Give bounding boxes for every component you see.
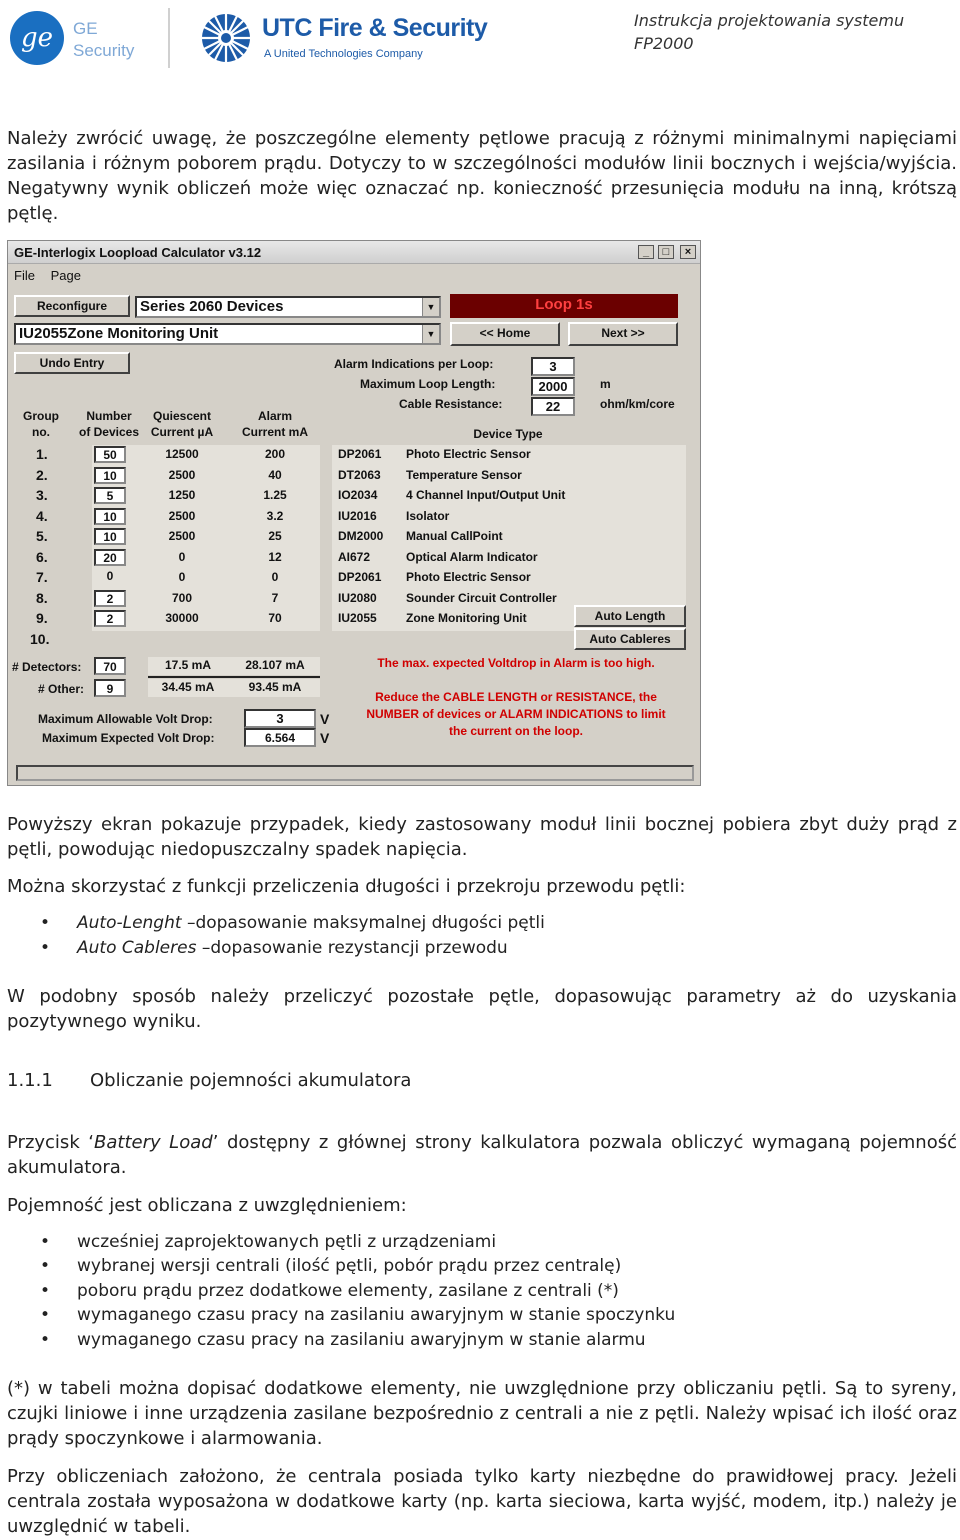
alarm-value: 25 bbox=[268, 529, 282, 543]
para-battery-post: ’ dostępny z głównej strony kalkulatora pozwala obliczyć wymaganą pojemność akumulatora. bbox=[7, 1132, 958, 1178]
quiescent-value: 30000 bbox=[165, 611, 199, 625]
device-count-input[interactable]: 10 bbox=[94, 467, 126, 484]
para-final: Przy obliczeniach założono, że centrala posiada tylko karty niezbędne do prawidłowej pracy. Jeżeli centrala została wyposażona w dodatkowe karty (np. karta sieciowa, karta wyjść, modem, itp.) należy je uwzględnić w tabeli. bbox=[7, 1466, 957, 1537]
bullet-icon: • bbox=[40, 1281, 51, 1301]
col-header-device-type: Device Type bbox=[473, 427, 543, 441]
alarm-indications-label: Alarm Indications per Loop: bbox=[334, 357, 494, 371]
battery-load-term: Battery Load bbox=[94, 1132, 213, 1153]
volt-unit: V bbox=[320, 730, 330, 746]
ge-wordmark-line1: GE bbox=[73, 19, 98, 38]
bullet-icon: • bbox=[40, 1305, 51, 1325]
row-number: 6. bbox=[36, 549, 48, 565]
auto-cableres-button[interactable]: Auto Cableres bbox=[574, 628, 686, 650]
loop-banner: Loop 1s bbox=[450, 294, 678, 318]
device-code: IO2034 bbox=[338, 488, 378, 502]
minimize-icon[interactable]: _ bbox=[638, 245, 654, 259]
list-item-text: wybranej wersji centrali (ilość pętli, pobór prądu przez centralę) bbox=[77, 1256, 622, 1276]
quiescent-value: 700 bbox=[171, 591, 193, 605]
other-alarm-total: 93.45 mA bbox=[248, 680, 302, 694]
para-capacity: Pojemność jest obliczana z uwzględnieniem: bbox=[7, 1195, 407, 1216]
table-row bbox=[8, 548, 688, 568]
maximize-icon[interactable]: □ bbox=[658, 245, 674, 259]
next-button[interactable]: Next >> bbox=[568, 322, 678, 346]
alarm-value: 200 bbox=[264, 447, 286, 461]
row-number: 7. bbox=[36, 569, 48, 585]
section-title: Obliczanie pojemności akumulatora bbox=[90, 1070, 412, 1091]
device-code: DM2000 bbox=[338, 529, 384, 543]
device-code: DP2061 bbox=[338, 570, 382, 584]
bullet-icon: • bbox=[40, 938, 51, 958]
table-row bbox=[8, 486, 688, 506]
list-item-text bbox=[77, 911, 545, 936]
list-item-desc: –dopasowanie maksymalnej długości pętli bbox=[181, 913, 545, 933]
col-header-quiescent: Quiescent Current µA bbox=[150, 409, 214, 439]
utc-subtitle: A United Technologies Company bbox=[264, 48, 423, 60]
row-number: 9. bbox=[36, 610, 48, 626]
device-name: Sounder Circuit Controller bbox=[406, 591, 557, 605]
max-allowable-volt-drop-input[interactable]: 3 bbox=[244, 709, 316, 728]
quiescent-value: 0 bbox=[178, 570, 186, 584]
col-header-group: Group no. bbox=[23, 409, 59, 439]
reduce-warning-line3: the current on the loop. bbox=[449, 724, 583, 738]
device-name: Isolator bbox=[406, 509, 450, 523]
quiescent-value: 12500 bbox=[165, 447, 199, 461]
list-item-term: Auto Cableres bbox=[77, 938, 197, 958]
device-code: IU2080 bbox=[338, 591, 377, 605]
quiescent-value: 2500 bbox=[168, 529, 196, 543]
device-name: Manual CallPoint bbox=[406, 529, 503, 543]
alarm-value: 0 bbox=[271, 570, 279, 584]
para-battery bbox=[7, 1130, 957, 1180]
bullet-icon: • bbox=[40, 913, 51, 933]
row-number: 1. bbox=[36, 446, 48, 462]
device-code: IU2016 bbox=[338, 509, 377, 523]
max-loop-length-unit: m bbox=[600, 377, 611, 391]
max-expected-volt-drop-label: Maximum Expected Volt Drop: bbox=[42, 731, 215, 745]
col-header-alarm: Alarm Current mA bbox=[241, 409, 308, 439]
document-title bbox=[634, 9, 904, 55]
detectors-quiescent-total: 17.5 mA bbox=[164, 658, 212, 672]
device-code: IU2055 bbox=[338, 611, 377, 625]
device-select-value: IU2055Zone Monitoring Unit bbox=[19, 325, 219, 342]
bullet-icon: • bbox=[40, 1330, 51, 1350]
col-header-number: Number of Devices bbox=[78, 409, 140, 439]
row-number: 4. bbox=[36, 508, 48, 524]
max-loop-length-input[interactable]: 2000 bbox=[531, 377, 575, 396]
quiescent-value: 1250 bbox=[168, 488, 196, 502]
window-titlebar bbox=[8, 241, 700, 264]
voltdrop-warning: The max. expected Voltdrop in Alarm is too high. bbox=[377, 656, 655, 670]
quiescent-value: 0 bbox=[178, 550, 186, 564]
other-quiescent-total: 34.45 mA bbox=[161, 680, 215, 694]
table-row bbox=[8, 445, 688, 465]
menu-bar bbox=[14, 268, 81, 283]
list-item-desc: –dopasowanie rezystancji przewodu bbox=[196, 938, 508, 958]
bullet-icon: • bbox=[40, 1256, 51, 1276]
menu-page[interactable]: Page bbox=[50, 268, 81, 283]
max-expected-volt-drop-value: 6.564 bbox=[244, 728, 316, 747]
alarm-value: 1.25 bbox=[263, 488, 287, 502]
list-item-text bbox=[77, 936, 508, 961]
list-item-text: poboru prądu przez dodatkowe elementy, zasilane z centrali (*) bbox=[77, 1281, 619, 1301]
reduce-warning-line2: NUMBER of devices or ALARM INDICATIONS to limit bbox=[366, 707, 666, 721]
row-number: 5. bbox=[36, 528, 48, 544]
quiescent-value: 2500 bbox=[168, 509, 196, 523]
device-count-input[interactable]: 50 bbox=[94, 446, 126, 463]
row-number: 10. bbox=[30, 631, 50, 647]
alarm-value: 3.2 bbox=[266, 509, 284, 523]
row-number: 3. bbox=[36, 487, 48, 503]
volt-unit: V bbox=[320, 711, 330, 727]
list-item-text: wymaganego czasu pracy na zasilaniu awaryjnym w stanie alarmu bbox=[77, 1330, 646, 1350]
device-count-input[interactable]: 2 bbox=[94, 610, 126, 627]
para-after-screen: Powyższy ekran pokazuje przypadek, kiedy zastosowany moduł linii bocznej pobiera zbyt duży prąd z pętli, powodując niedopuszczalny spadek napięcia. bbox=[7, 814, 957, 860]
close-icon[interactable]: × bbox=[680, 245, 696, 259]
device-code: DT2063 bbox=[338, 468, 381, 482]
device-count-value: 0 bbox=[94, 569, 126, 586]
device-name: Temperature Sensor bbox=[406, 468, 522, 482]
ge-wordmark-line2: Security bbox=[73, 41, 135, 60]
other-count: 9 bbox=[94, 679, 126, 697]
row-number: 8. bbox=[36, 590, 48, 606]
cable-resistance-unit: ohm/km/core bbox=[600, 397, 675, 411]
undo-entry-button[interactable]: Undo Entry bbox=[14, 352, 130, 374]
device-count-input[interactable]: 10 bbox=[94, 528, 126, 545]
utc-globe-logo bbox=[200, 12, 252, 64]
other-label: # Other: bbox=[38, 682, 85, 696]
ge-logo: ge bbox=[10, 11, 64, 65]
list-item-term: Auto-Lenght bbox=[77, 913, 182, 933]
para-functions: Można skorzystać z funkcji przeliczenia długości i przekroju przewodu pętli: bbox=[7, 876, 686, 897]
device-name: Optical Alarm Indicator bbox=[406, 550, 538, 564]
alarm-value: 7 bbox=[271, 591, 279, 605]
status-bar bbox=[16, 765, 694, 781]
row-number: 2. bbox=[36, 467, 48, 483]
alarm-value: 40 bbox=[268, 468, 282, 482]
device-name: 4 Channel Input/Output Unit bbox=[406, 488, 566, 502]
window-title: GE-Interlogix Loopload Calculator v3.12 bbox=[14, 245, 262, 260]
device-count-input[interactable]: 2 bbox=[94, 590, 126, 607]
list-item-text: wcześniej zaprojektowanych pętli z urządzeniami bbox=[77, 1232, 497, 1252]
menu-file[interactable]: File bbox=[14, 268, 35, 283]
device-count-input[interactable]: 20 bbox=[94, 549, 126, 566]
table-row bbox=[8, 466, 688, 486]
device-name: Zone Monitoring Unit bbox=[406, 611, 527, 625]
home-button[interactable]: << Home bbox=[450, 322, 560, 346]
device-name: Photo Electric Sensor bbox=[406, 570, 531, 584]
detectors-alarm-total: 28.107 mA bbox=[245, 658, 305, 672]
device-code: DP2061 bbox=[338, 447, 382, 461]
section-number: 1.1.1 bbox=[7, 1070, 53, 1091]
document-title-line1: Instrukcja projektowania systemu bbox=[634, 11, 905, 30]
detectors-count: 70 bbox=[94, 657, 126, 675]
detectors-label: # Detectors: bbox=[12, 660, 82, 674]
table-row bbox=[8, 568, 688, 588]
totals-divider bbox=[148, 676, 320, 678]
device-name: Photo Electric Sensor bbox=[406, 447, 531, 461]
para-similar: W podobny sposób należy przeliczyć pozostałe pętle, dopasowując parametry aż do uzyskania pozytywnego wyniku. bbox=[7, 986, 957, 1032]
para-battery-pre: Przycisk ‘ bbox=[7, 1132, 95, 1153]
alarm-value: 12 bbox=[268, 550, 282, 564]
header-divider bbox=[168, 8, 170, 68]
utc-title: UTC Fire & Security bbox=[262, 14, 488, 42]
ge-security-wordmark bbox=[73, 18, 134, 62]
quiescent-value: 2500 bbox=[168, 468, 196, 482]
device-count-input[interactable]: 10 bbox=[94, 508, 126, 525]
list-item-text: wymaganego czasu pracy na zasilaniu awaryjnym w stanie spoczynku bbox=[77, 1305, 676, 1325]
alarm-value: 70 bbox=[268, 611, 282, 625]
device-count-input[interactable]: 5 bbox=[94, 487, 126, 504]
chevron-down-icon[interactable]: ▼ bbox=[422, 325, 439, 343]
device-code: AI672 bbox=[338, 550, 371, 564]
max-allowable-volt-drop-label: Maximum Allowable Volt Drop: bbox=[38, 712, 213, 726]
max-loop-length-label: Maximum Loop Length: bbox=[360, 377, 496, 391]
para-note: (*) w tabeli można dopisać dodatkowe elementy, nie uwzględnione przy obliczaniu pętli. Są to syreny, czujki liniowe i inne urządzenia zasilane bezpośrednio z centrali a nie z pętli. Należy wpisać ich ilość oraz prądy spoczynkowe i alarmowania. bbox=[7, 1378, 957, 1449]
auto-length-button[interactable]: Auto Length bbox=[574, 605, 686, 627]
alarm-indications-input[interactable]: 3 bbox=[531, 357, 575, 376]
bullet-icon: • bbox=[40, 1232, 51, 1252]
series-select-value: Series 2060 Devices bbox=[140, 298, 284, 315]
cable-resistance-label: Cable Resistance: bbox=[399, 397, 503, 411]
cable-resistance-input[interactable]: 22 bbox=[531, 397, 575, 416]
intro-paragraph: Należy zwrócić uwagę, że poszczególne elementy pętlowe pracują z różnymi minimalnymi napięciami zasilania i różnym poborem prądu. Dotyczy to w szczególności modułów linii bocznych i wejścia/wyjścia. Negatywny wynik obliczeń może więc oznaczać np. konieczność przesunięcia modułu na inną, krótszą pętlę. bbox=[7, 128, 957, 224]
reconfigure-button[interactable]: Reconfigure bbox=[14, 295, 130, 317]
table-row bbox=[8, 507, 688, 527]
series-select[interactable] bbox=[135, 296, 441, 318]
table-row bbox=[8, 527, 688, 547]
loopload-calculator-window bbox=[7, 240, 701, 786]
device-select[interactable] bbox=[14, 323, 441, 345]
reduce-warning-line1: Reduce the CABLE LENGTH or RESISTANCE, the bbox=[375, 690, 657, 704]
document-title-line2: FP2000 bbox=[634, 34, 694, 53]
reduce-warning bbox=[338, 689, 694, 740]
chevron-down-icon[interactable]: ▼ bbox=[422, 298, 439, 316]
